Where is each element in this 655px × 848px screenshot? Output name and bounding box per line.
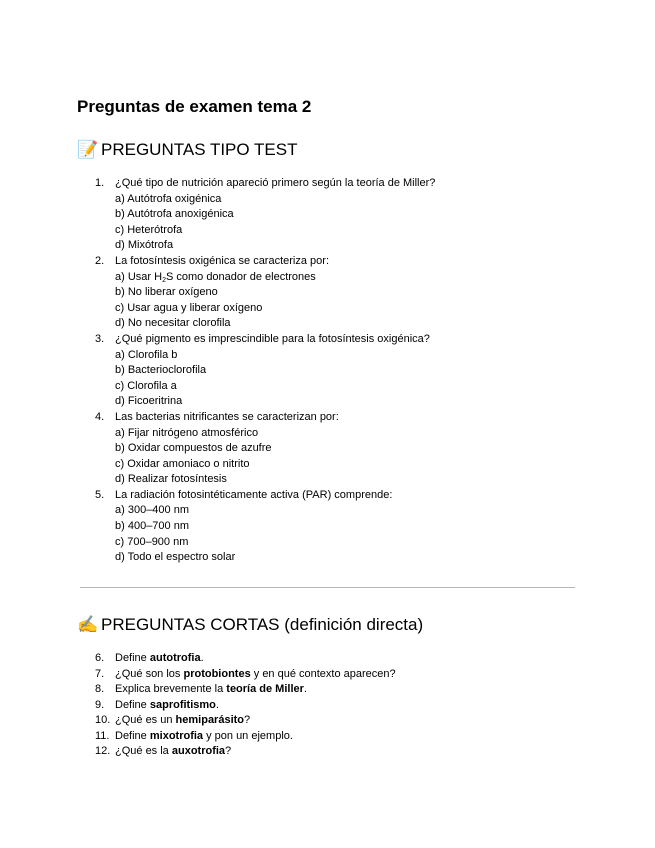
question-number: 9. — [95, 698, 105, 711]
question-text: ¿Qué es un hemiparásito? — [115, 714, 251, 726]
test-question — [95, 176, 435, 254]
question-number: 3. — [95, 332, 105, 345]
key-term: autotrofia — [149, 652, 201, 664]
short-question — [95, 744, 396, 760]
answer-option: b) Bacterioclorofila — [115, 364, 207, 377]
short-question-list — [95, 651, 396, 760]
key-term: saprofitismo — [149, 698, 216, 711]
answer-option: b) Oxidar compuestos de azufre — [115, 442, 272, 455]
short-question — [95, 682, 396, 698]
answer-option: c) Heterótrofa — [115, 223, 183, 236]
question-text: Define autotrofia. — [115, 652, 204, 664]
answer-option: a) 300–400 nm — [115, 504, 189, 517]
short-question — [95, 651, 396, 667]
short-question — [95, 713, 396, 729]
writing-hand-icon: ✍️ — [77, 615, 99, 634]
test-question — [95, 332, 435, 410]
question-number: 8. — [95, 683, 105, 695]
short-question — [95, 698, 396, 714]
question-text: Las bacterias nitrificantes se caracterizan por: — [115, 410, 339, 423]
key-term: hemiparásito — [175, 714, 245, 726]
answer-option: a) Clorofila b — [115, 348, 178, 361]
key-term: auxotrofia — [171, 745, 226, 757]
short-question — [95, 729, 396, 745]
question-number: 12. — [95, 745, 111, 757]
answer-option: b) 400–700 nm — [115, 520, 189, 533]
test-question — [95, 410, 435, 488]
test-section-heading — [77, 140, 297, 160]
answer-option: c) 700–900 nm — [115, 535, 189, 548]
question-text: La radiación fotosintéticamente activa (PAR) comprende: — [115, 488, 393, 501]
answer-option: d) Ficoeritrina — [115, 395, 183, 408]
memo-icon: 📝 — [77, 140, 99, 159]
document-title: Preguntas de examen tema 2 — [77, 97, 312, 116]
question-text: Define mixotrofia y pon un ejemplo. — [115, 729, 293, 742]
question-text: Define saprofitismo. — [115, 698, 219, 711]
answer-option: a) Autótrofa oxigénica — [115, 192, 222, 205]
section-divider — [80, 587, 575, 588]
answer-option: d) Realizar fotosíntesis — [115, 473, 227, 486]
question-text: ¿Qué es la auxotrofia? — [115, 745, 232, 757]
question-number: 4. — [95, 410, 105, 423]
key-term: teoría de Miller — [226, 683, 304, 695]
answer-option: d) Mixótrofa — [115, 239, 174, 252]
key-term: mixotrofia — [149, 729, 204, 742]
answer-option: c) Clorofila a — [115, 379, 177, 392]
question-number: 5. — [95, 488, 105, 501]
answer-option: a) Usar $H_2S$ como donador de electrones — [115, 270, 316, 284]
question-number: 2. — [95, 254, 105, 267]
answer-option: b) Autótrofa anoxigénica — [115, 208, 234, 221]
question-text: ¿Qué pigmento es imprescindible para la fotosíntesis oxigénica? — [115, 332, 430, 345]
test-question — [95, 254, 435, 332]
question-text: Explica brevemente la teoría de Miller. — [115, 683, 307, 695]
test-section-title: PREGUNTAS TIPO TEST — [101, 140, 298, 159]
question-number: 11. — [95, 729, 110, 742]
answer-option: d) Todo el espectro solar — [115, 551, 236, 564]
test-question-list — [95, 176, 435, 566]
question-number: 7. — [95, 667, 105, 680]
answer-option: d) No necesitar clorofila — [115, 317, 231, 330]
question-text: La fotosíntesis oxigénica se caracteriza por: — [115, 254, 330, 267]
key-term: protobiontes — [183, 667, 251, 680]
answer-option: c) Usar agua y liberar oxígeno — [115, 301, 263, 314]
test-question — [95, 488, 435, 566]
short-section-heading — [77, 615, 423, 635]
question-number: 6. — [95, 652, 105, 664]
answer-option: b) No liberar oxígeno — [115, 286, 218, 299]
answer-option: c) Oxidar amoniaco o nitrito — [115, 457, 250, 470]
short-section-title: PREGUNTAS CORTAS (definición directa) — [101, 615, 424, 634]
answer-option: a) Fijar nitrógeno atmosférico — [115, 426, 259, 439]
question-text: ¿Qué tipo de nutrición apareció primero según la teoría de Miller? — [115, 177, 436, 189]
question-number: 1. — [95, 177, 105, 189]
question-text: ¿Qué son los protobiontes y en qué contexto aparecen? — [115, 667, 396, 680]
short-question — [95, 667, 396, 683]
question-number: 10. — [95, 714, 111, 726]
